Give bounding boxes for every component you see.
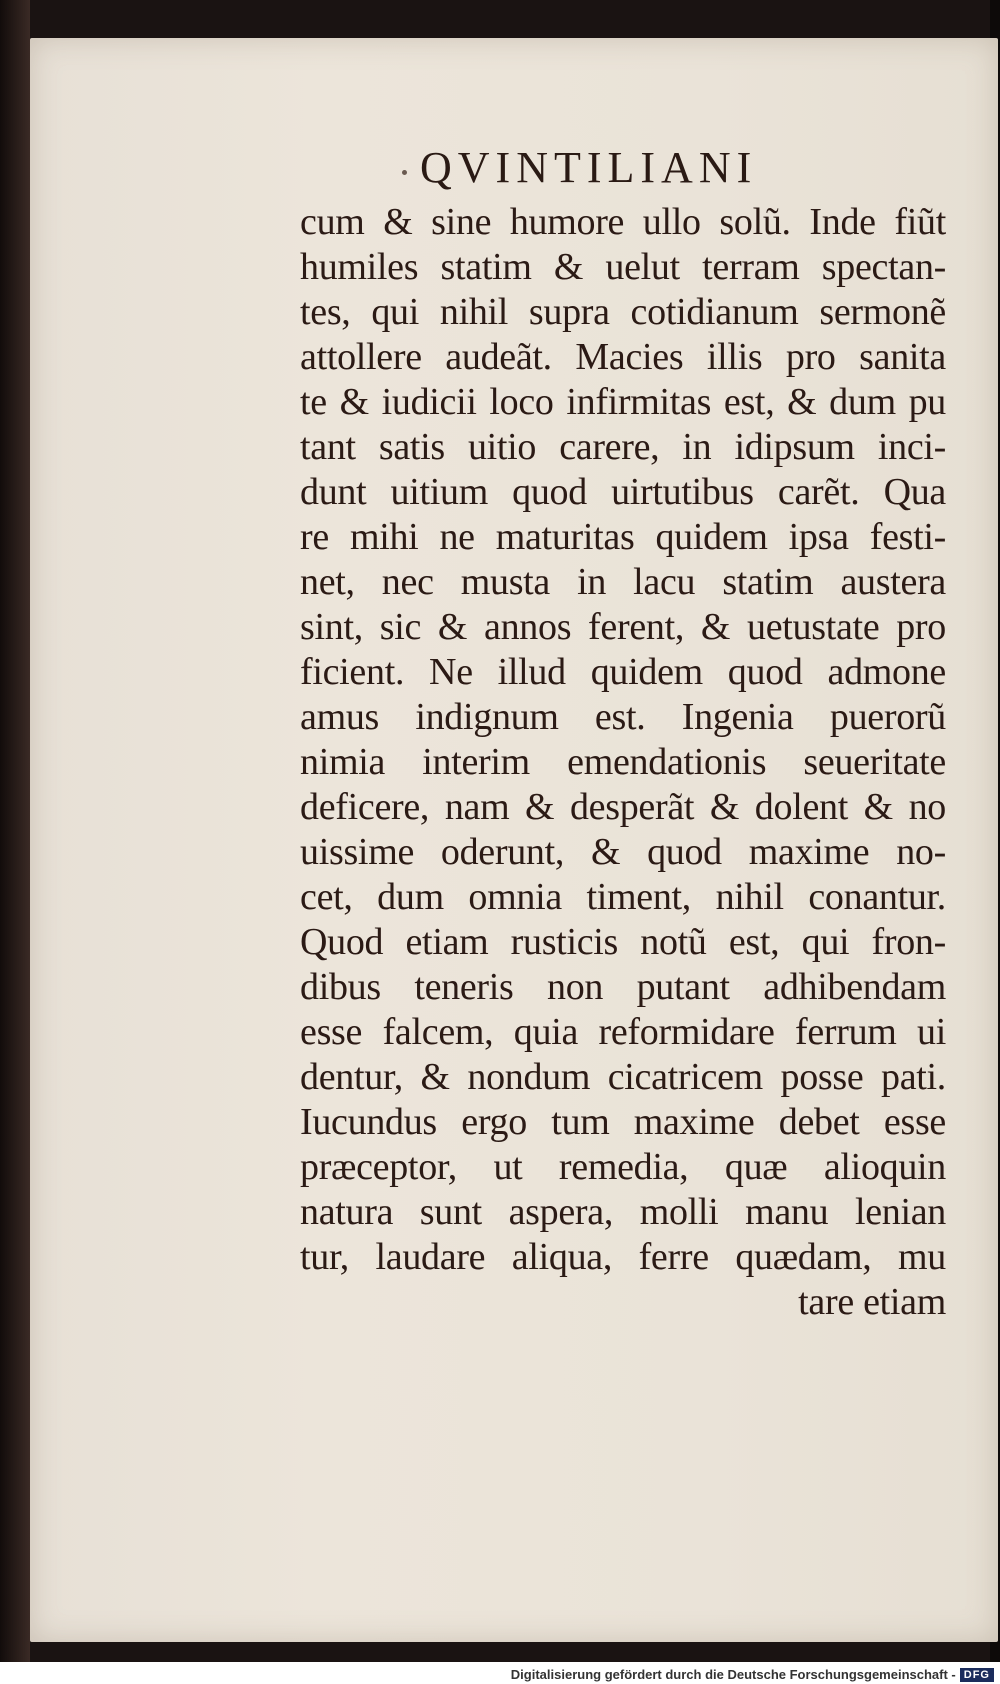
page-body [300, 200, 946, 1325]
text-line: net, nec musta in lacu statim austera [300, 561, 946, 603]
text-line: nimia interim emendationis seueritate [300, 741, 946, 783]
text-line: tur, laudare aliqua, ferre quædam, mu [300, 1236, 946, 1278]
text-line: esse falcem, quia reformidare ferrum ui [300, 1011, 946, 1053]
text-line: amus indignum est. Ingenia puerorũ [300, 696, 946, 738]
text-line: Iucundus ergo tum maxime debet esse [300, 1101, 946, 1143]
running-head-text: QVINTILIANI [420, 143, 758, 192]
text-line: dibus teneris non putant adhibendam [300, 966, 946, 1008]
text-line: sint, sic & annos ferent, & uetustate pro [300, 606, 946, 648]
running-head [420, 142, 840, 193]
dfg-logo: DFG [960, 1668, 994, 1682]
text-line: tant satis uitio carere, in idipsum inci- [300, 426, 946, 468]
text-line: te & iudicii loco infirmitas est, & dum pu [300, 381, 946, 423]
text-line: uissime oderunt, & quod maxime no- [300, 831, 946, 873]
text-line: attollere audeãt. Macies illis pro sanita [300, 336, 946, 378]
text-line: deficere, nam & desperãt & dolent & no [300, 786, 946, 828]
book-edge-left [0, 0, 30, 1662]
text-line: ficient. Ne illud quidem quod admone [300, 651, 946, 693]
text-line: dunt uitium quod uirtutibus carẽt. Qua [300, 471, 946, 513]
text-line: humiles statim & uelut terram spectan- [300, 246, 946, 288]
text-line: dentur, & nondum cicatricem posse pati. [300, 1056, 946, 1098]
text-line: cet, dum omnia timent, nihil conantur. [300, 876, 946, 918]
text-line: cum & sine humore ullo solũ. Inde fiũt [300, 201, 946, 243]
credit-text: Digitalisierung gefördert durch die Deutsche Forschungsgemeinschaft - [510, 1667, 956, 1682]
digitization-credit [511, 1667, 994, 1682]
text-line: natura sunt aspera, molli manu lenian [300, 1191, 946, 1233]
catchword: tare etiam [798, 1281, 946, 1323]
text-line: re mihi ne maturitas quidem ipsa festi- [300, 516, 946, 558]
text-line: præceptor, ut remedia, quæ alioquin [300, 1146, 946, 1188]
text-line: tes, qui nihil supra cotidianum sermonẽ [300, 291, 946, 333]
header-dot [402, 170, 407, 175]
text-line: Quod etiam rusticis notũ est, qui fron- [300, 921, 946, 963]
